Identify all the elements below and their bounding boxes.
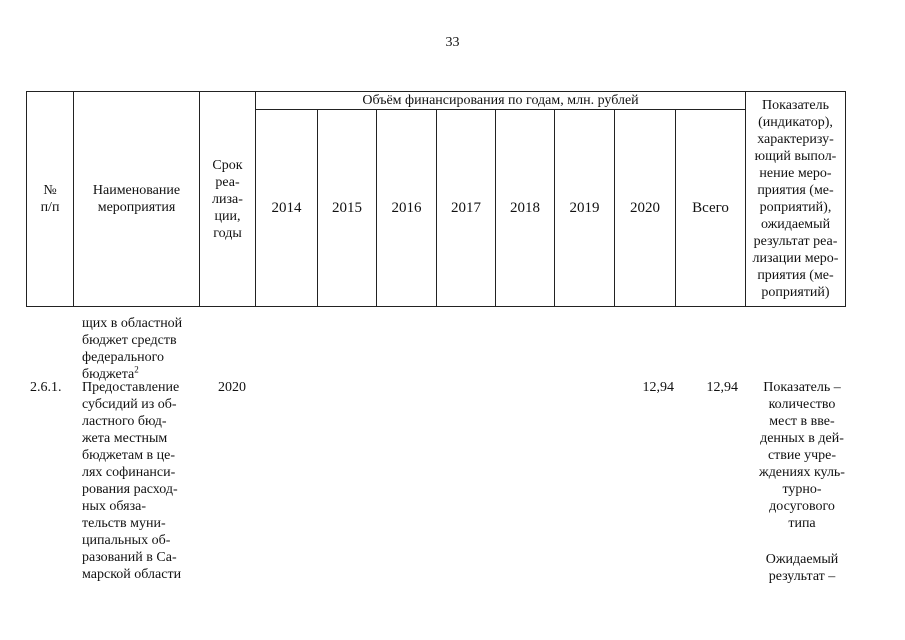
row-indicator: Показатель – количество мест в вве- денных в дей- ствие учре- ждениях куль- турно- досугового типа Ожидаемый результат – xyxy=(759,380,845,584)
financing-table-header xyxy=(26,91,846,307)
header-indicator: Показатель (индикатор), характеризу- ющий выпол- нение меро- приятия (ме- роприятий), ожидаемый результат реа- лизации меро- приятия (ме- роприятий) xyxy=(746,92,846,307)
header-year-2016: 2016 xyxy=(377,110,437,307)
header-total: Всего xyxy=(676,110,746,307)
header-year-2018: 2018 xyxy=(496,110,555,307)
row-term: 2020 xyxy=(218,380,246,395)
footnote-mark: 2 xyxy=(134,364,139,375)
row-name: Предоставление субсидий из об- ластного бюд- жета местным бюджетам в це- лях софинанси- рования расход- ных обяза- тельств муни- ципальных об- разований в Са- марской области xyxy=(82,380,182,582)
header-year-2017: 2017 xyxy=(437,110,496,307)
continuation-name: щих в областной бюджет средств федерального бюджета$^2$ xyxy=(82,316,183,382)
header-year-2019: 2019 xyxy=(555,110,615,307)
header-year-2014: 2014 xyxy=(256,110,318,307)
row-value-total: 12,94 xyxy=(706,380,738,395)
row-number: 2.6.1. xyxy=(30,380,62,395)
header-year-2020: 2020 xyxy=(615,110,676,307)
page-number: 33 xyxy=(445,35,460,50)
header-number: № п/п xyxy=(27,92,74,307)
header-year-2015: 2015 xyxy=(318,110,377,307)
header-term: Срок реа- лиза- ции, годы xyxy=(200,92,256,307)
row-value-2020: 12,94 xyxy=(642,380,674,395)
header-name: Наименование мероприятия xyxy=(74,92,200,307)
header-financing-title: Объём финансирования по годам, млн. рублей xyxy=(256,92,746,110)
